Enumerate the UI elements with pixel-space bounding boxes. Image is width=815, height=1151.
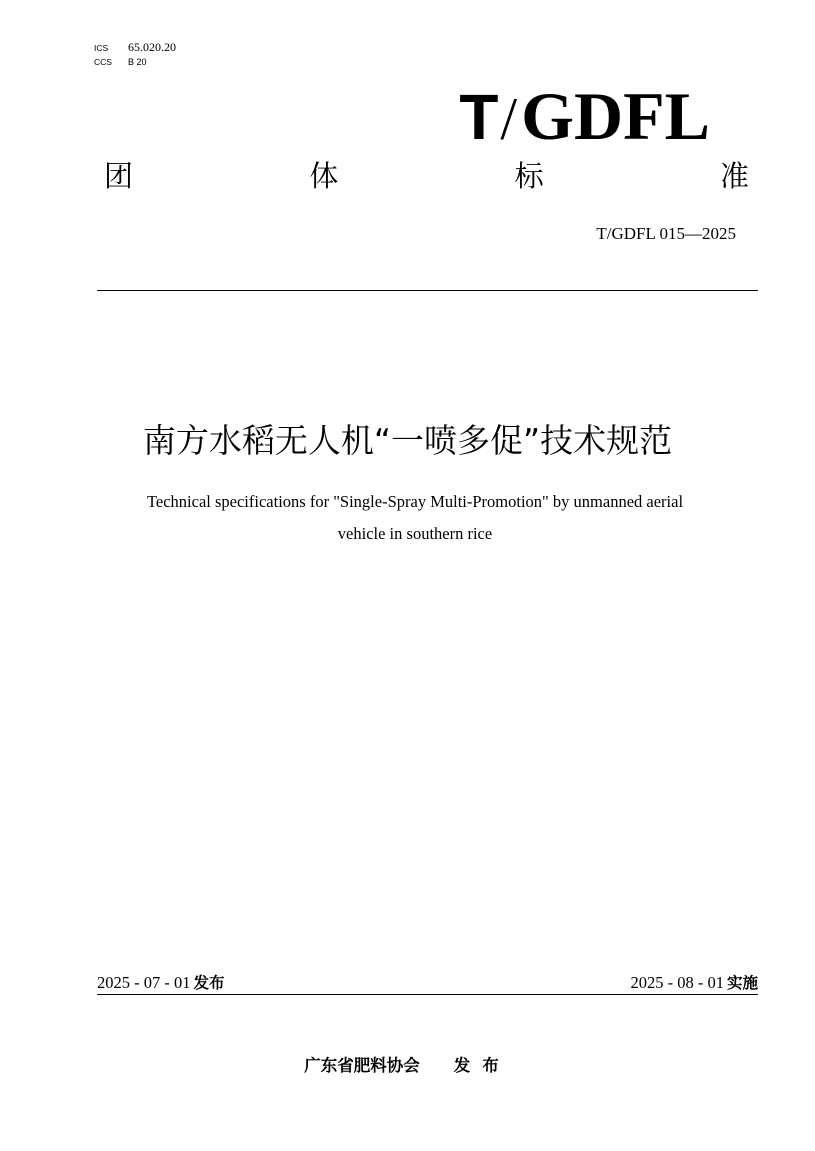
ics-label: ICS (94, 43, 109, 53)
standard-type-char: 标 (514, 159, 544, 193)
publisher-line (0, 1052, 815, 1076)
standard-number: T/GDFL 015—2025 (596, 224, 736, 243)
publisher-action: 发布 (453, 1056, 511, 1075)
brand-slash: / (500, 86, 518, 152)
standard-type-heading (104, 156, 749, 196)
title-english-line: Technical specifications for "Single-Spray Multi-Promotion" by unmanned aerial (146, 492, 684, 511)
ccs-row (94, 55, 176, 69)
header-divider (97, 290, 758, 291)
issue-date (97, 971, 225, 993)
ics-value: 65.020.20 (128, 40, 176, 54)
implementation-date-label: 实施 (726, 974, 758, 992)
standard-type-char: 团 (104, 159, 134, 193)
standard-brand-mark (459, 76, 710, 159)
publisher-name: 广东省肥料协会 (304, 1056, 420, 1075)
title-chinese: 南方水稻无人机“一喷多促”技术规范 (142, 421, 673, 460)
issue-date-label: 发布 (193, 974, 225, 992)
title-english (90, 486, 740, 550)
ccs-value: B 20 (128, 57, 147, 67)
ics-row (94, 40, 176, 55)
standard-type-char: 体 (309, 159, 339, 193)
implementation-date (630, 971, 758, 993)
issue-date-value: 2025 - 07 - 01 (97, 973, 191, 992)
brand-code: GDFL (521, 78, 710, 154)
brand-letter-t: T (459, 81, 499, 153)
footer-divider (97, 994, 758, 995)
ccs-label: CCS (94, 57, 112, 67)
implementation-date-value: 2025 - 08 - 01 (630, 973, 724, 992)
classification-codes (94, 40, 176, 69)
standard-type-char: 准 (719, 159, 749, 193)
title-english-line: vehicle in southern rice (337, 524, 493, 543)
